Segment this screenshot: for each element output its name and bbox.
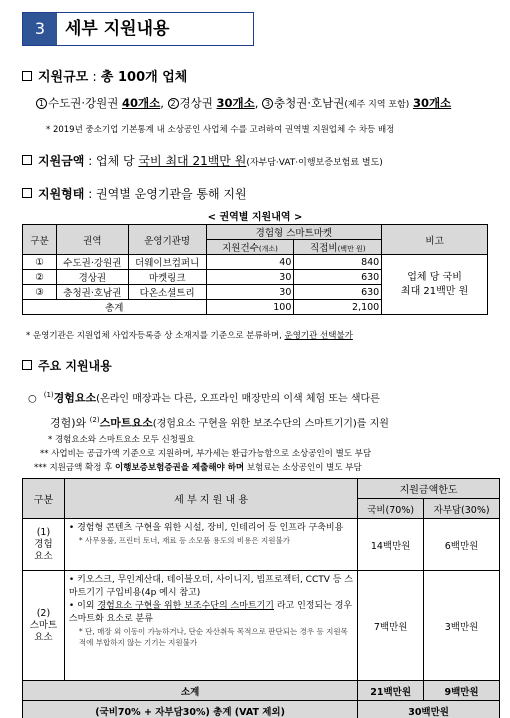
- th-category: 구분: [23, 479, 65, 519]
- circle-number: 2: [168, 98, 179, 109]
- table-row: ① 수도권·강원권 더웨이브컴퍼니 40 840 업체 당 국비 최대 21백만 원: [23, 255, 488, 270]
- scale-value: 총 100개 업체: [100, 70, 188, 85]
- scale-line: 지원규모 : 총 100개 업체: [22, 66, 187, 85]
- subtotal-row: 소계 21백만원 9백만원: [23, 681, 500, 701]
- hollow-circle-icon: ○: [28, 393, 37, 405]
- region-count: 40개소: [121, 96, 161, 110]
- th-content: 세 부 지 원 내 용: [64, 479, 357, 519]
- main-heading: 주요 지원내용: [38, 359, 112, 373]
- table-row: (1) 경험 요소 • 경험형 콘텐츠 구현을 위한 시설, 장비, 인테리어 등 인프라 구축비용 * 사무용품, 프린터 토너, 재료 등 소모품 용도의 비용은 지원불가 14백만원 6백만원: [23, 519, 500, 571]
- amount-line: 지원금액 : 업체 당 국비 최대 21백만 원(자부담·VAT·이행보증보험료 별도): [22, 152, 383, 169]
- region-count: 30개소: [216, 96, 255, 110]
- table-row: ③ 충청권·호남권 다온소셜트리 30 630: [23, 285, 488, 300]
- table1-caption: < 권역별 지원내역 >: [207, 212, 303, 223]
- circle-number: 1: [36, 98, 47, 109]
- main-paragraph: ○ $^{(1)}$경험요소(온라인 매장과는 다른, 오프라인 매장만의 이색 체험 또는 색다른 경험)와 $^{(2)}$스마트요소(경험요소 구현을 위한 보조수단의 스마트기기)를 지원: [28, 391, 389, 430]
- main-note-3: *** 지원금액 확정 후 이행보증보험증권을 제출해야 하며 보험료는 소상공인이 별도 부담: [34, 463, 362, 473]
- scale-heading: 지원규모: [38, 70, 89, 85]
- scale-note: * 2019년 중소기업 기본통계 내 소상공인 사업체 수를 고려하여 권역별 지원업체 수 차등 배정: [46, 125, 395, 135]
- grand-total-row: (국비70% + 자부담30%) 총계 (VAT 제외) 30백만원: [23, 701, 500, 718]
- th-count: 지원건수(개소): [206, 240, 294, 255]
- th-limit: 지원금액한도: [358, 479, 500, 499]
- table-total-row: 총계 100 2,100: [23, 300, 488, 315]
- section-header: [22, 12, 254, 46]
- th-remark: 비고: [382, 225, 488, 255]
- th-region: 권역: [56, 225, 128, 255]
- th-cost: 직접비(백만 원): [294, 240, 382, 255]
- scale-regions: 1 수도권·강원권 40개소, 2 경상권 30개소, 3 충청권·호남권(제주 지역 포함) 30개소: [36, 95, 451, 111]
- amount-main: 국비 최대 21백만 원: [138, 154, 247, 168]
- region-count: 30개소: [412, 96, 452, 110]
- amount-heading: 지원금액: [38, 154, 85, 168]
- checkbox-square-icon: [22, 155, 32, 165]
- remark-cell: 업체 당 국비 최대 21백만 원: [382, 255, 488, 315]
- support-table: [22, 478, 500, 718]
- form-line: 지원형태 : 권역별 운영기관을 통해 지원: [22, 185, 247, 202]
- section-title: 세부 지원내용: [65, 19, 170, 39]
- th-national: 국비(70%): [358, 499, 424, 519]
- th-operator: 운영기관명: [128, 225, 206, 255]
- main-heading-line: [22, 357, 112, 374]
- th-self: 자부담(30%): [424, 499, 500, 519]
- checkbox-square-icon: [22, 360, 32, 370]
- table-row: (2) 스마트 요소 • 키오스크, 무인계산대, 테이블오더, 사이니지, 빔프로젝터, CCTV 등 스마트기기 구입비용(4p 예시 참고) • 이외 경험요소 구현을 위한 보조수단의 스마트기기 라고 인정되는 경우 스마트화 요소로 분류 * 단, 매장 외 이동이 가능하거나, 단순 자산취득 목적으로 판단되는 경우 등 지원목적에 부합하지 않는 기기는 지원불가 7백만원 3백만원: [23, 571, 500, 681]
- main-note-1: * 경험요소와 스마트요소 모두 신청필요: [48, 435, 195, 445]
- main-note-2: ** 사업비는 공급가액 기준으로 지원하며, 부가세는 환급가능함으로 소상공인이 별도 부담: [40, 449, 372, 459]
- region-table: [22, 224, 488, 315]
- section-number: 3: [23, 13, 57, 45]
- th-category: 구분: [23, 225, 57, 255]
- table1-note: * 운영기관은 지원업체 사업자등록증 상 소재지를 기준으로 분류하며, 운영기관 선택불가: [26, 331, 353, 341]
- checkbox-square-icon: [22, 71, 32, 81]
- th-smart-market: 경험형 스마트마켓: [206, 225, 382, 240]
- form-heading: 지원형태: [38, 187, 85, 201]
- table-row: ② 경상권 마켓링크 30 630: [23, 270, 488, 285]
- checkbox-square-icon: [22, 188, 32, 198]
- circle-number: 3: [262, 98, 273, 109]
